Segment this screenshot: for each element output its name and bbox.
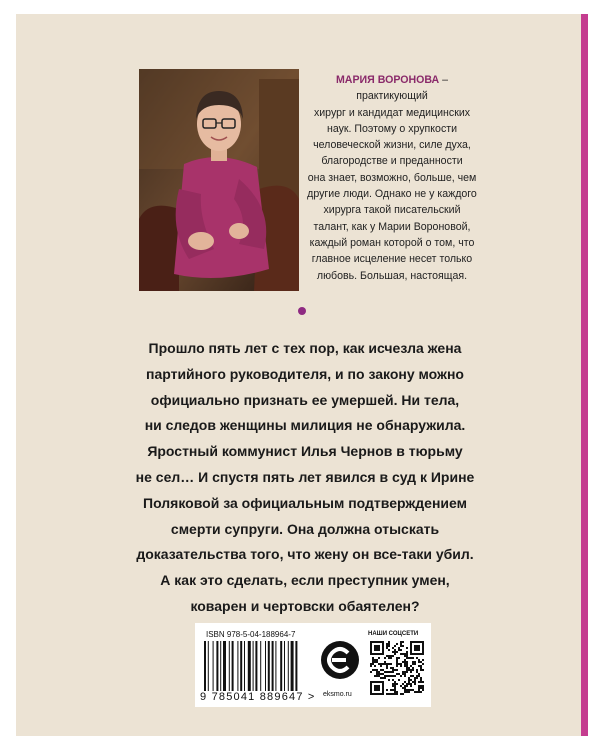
bio-line: каждый роман которой о том, что	[309, 236, 475, 249]
bio-line: главное исцеление несет только	[311, 253, 473, 266]
bio-line: наук. Поэтому о хрупкости	[326, 122, 458, 135]
blurb-line: доказательства того, что жену он все-таки убил.	[136, 546, 474, 563]
bio-line: хирурга такой писательский	[323, 204, 461, 217]
blurb-line: Поляковой за официальным подтверждением	[143, 494, 467, 511]
publisher-url: eksmo.ru	[323, 691, 352, 698]
eksmo-logo-icon	[320, 637, 360, 683]
blurb-line: коварен и чертовски обаятелен?	[190, 597, 420, 614]
blurb-line: партийного руководителя, и по закону можно	[145, 365, 464, 382]
blurb-line: не сел… И спустя пять лет явился в суд к Ирине	[135, 468, 475, 485]
bio-line: – практикующий	[356, 74, 448, 103]
bio-line: благородстве и преданности	[321, 155, 463, 168]
qr-code-icon	[370, 641, 424, 695]
bio-line: другие люди. Однако не у каждого	[307, 188, 477, 201]
spine-edge	[581, 14, 588, 736]
barcode-bars	[204, 641, 309, 691]
bio-line: она знает, возможно, больше, чем	[307, 171, 477, 184]
bio-line: любовь. Большая, настоящая.	[316, 269, 468, 282]
bio-line: талант, как у Марии Вороновой,	[313, 220, 471, 233]
divider-dot	[298, 307, 306, 315]
back-cover	[16, 14, 581, 736]
bio-line: хирург и кандидат медицинских	[313, 106, 471, 119]
isbn-label: ISBN 978-5-04-188964-7	[206, 630, 296, 639]
author-name: МАРИЯ ВОРОНОВА	[335, 74, 440, 86]
author-bio	[302, 72, 482, 284]
bio-line: человеческой жизни, силе духа,	[313, 139, 471, 152]
blurb-line: ни следов женщины милиция не обнаружила.	[144, 417, 466, 434]
blurb-line: Яростный коммунист Илья Чернов в тюрьму	[147, 443, 463, 460]
blurb-line: Прошло пять лет с тех пор, как исчезла жена	[148, 340, 462, 356]
blurb-line: официально признать ее умершей. Ни тела,	[150, 391, 460, 408]
book-blurb	[120, 336, 490, 620]
social-label: НАШИ СОЦСЕТИ	[368, 631, 419, 637]
barcode-panel	[195, 623, 431, 707]
isbn-digits: 9 785041 889647 >	[200, 691, 316, 703]
blurb-line: А как это сделать, если преступник умен,	[160, 572, 450, 589]
blurb-line: смерти супруги. Она должна отыскать	[170, 520, 440, 537]
author-photo	[139, 69, 299, 291]
